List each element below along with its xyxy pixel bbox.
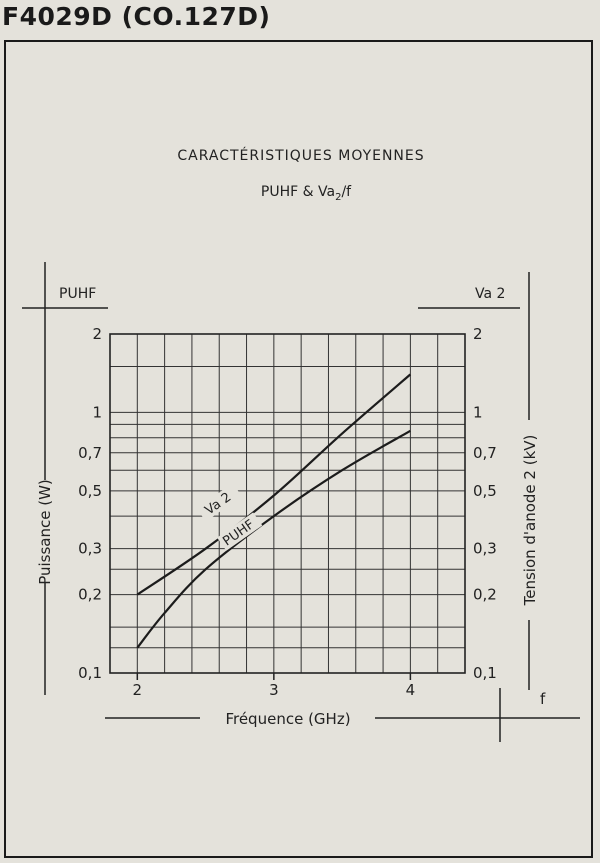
series-label-va-2: Va 2 xyxy=(202,489,235,519)
series-label-puhf: PUHF xyxy=(220,517,258,550)
y-tick-label-left: 0,1 xyxy=(78,664,102,682)
y-tick-label-left: 1 xyxy=(92,403,102,422)
chart-title: CARACTÉRISTIQUES MOYENNES xyxy=(177,148,425,164)
right-corner-label: Va 2 xyxy=(475,286,506,302)
subtitle-subscript: 2 xyxy=(335,192,342,203)
x-tick-label: 4 xyxy=(405,681,416,699)
y-tick-label-left: 2 xyxy=(92,325,102,343)
subtitle-tail: /f xyxy=(341,184,352,200)
subtitle-main: PUHF & Va xyxy=(260,184,336,200)
plot-border xyxy=(110,334,465,673)
y-tick-label-left: 0,2 xyxy=(78,585,102,604)
y-tick-label-left: 0,7 xyxy=(78,443,102,462)
left-corner-label: PUHF xyxy=(59,286,97,302)
x-axis-end-label: f xyxy=(540,690,546,708)
page-title: F4029D (CO.127D) xyxy=(2,2,271,31)
x-tick-label: 3 xyxy=(269,681,279,699)
chart-subtitle xyxy=(261,184,352,203)
y-tick-label-right: 2 xyxy=(473,325,483,343)
x-axis-label: Fréquence (GHz) xyxy=(225,710,351,728)
y-tick-label-right: 0,2 xyxy=(473,585,497,604)
y-axis-right-label: Tension d'anode 2 (kV) xyxy=(521,434,539,606)
y-tick-label-right: 0,7 xyxy=(473,443,497,462)
y-tick-label-left: 0,3 xyxy=(78,539,102,558)
y-tick-label-right: 0,3 xyxy=(473,539,497,558)
y-tick-label-right: 0,1 xyxy=(473,664,497,682)
y-tick-label-right: 1 xyxy=(473,403,483,422)
y-tick-label-left: 0,5 xyxy=(78,481,102,500)
y-axis-left-label: Puissance (W) xyxy=(36,479,54,585)
y-tick-label-right: 0,5 xyxy=(473,481,497,500)
plot-area xyxy=(78,325,497,699)
x-tick-label: 2 xyxy=(132,681,143,699)
